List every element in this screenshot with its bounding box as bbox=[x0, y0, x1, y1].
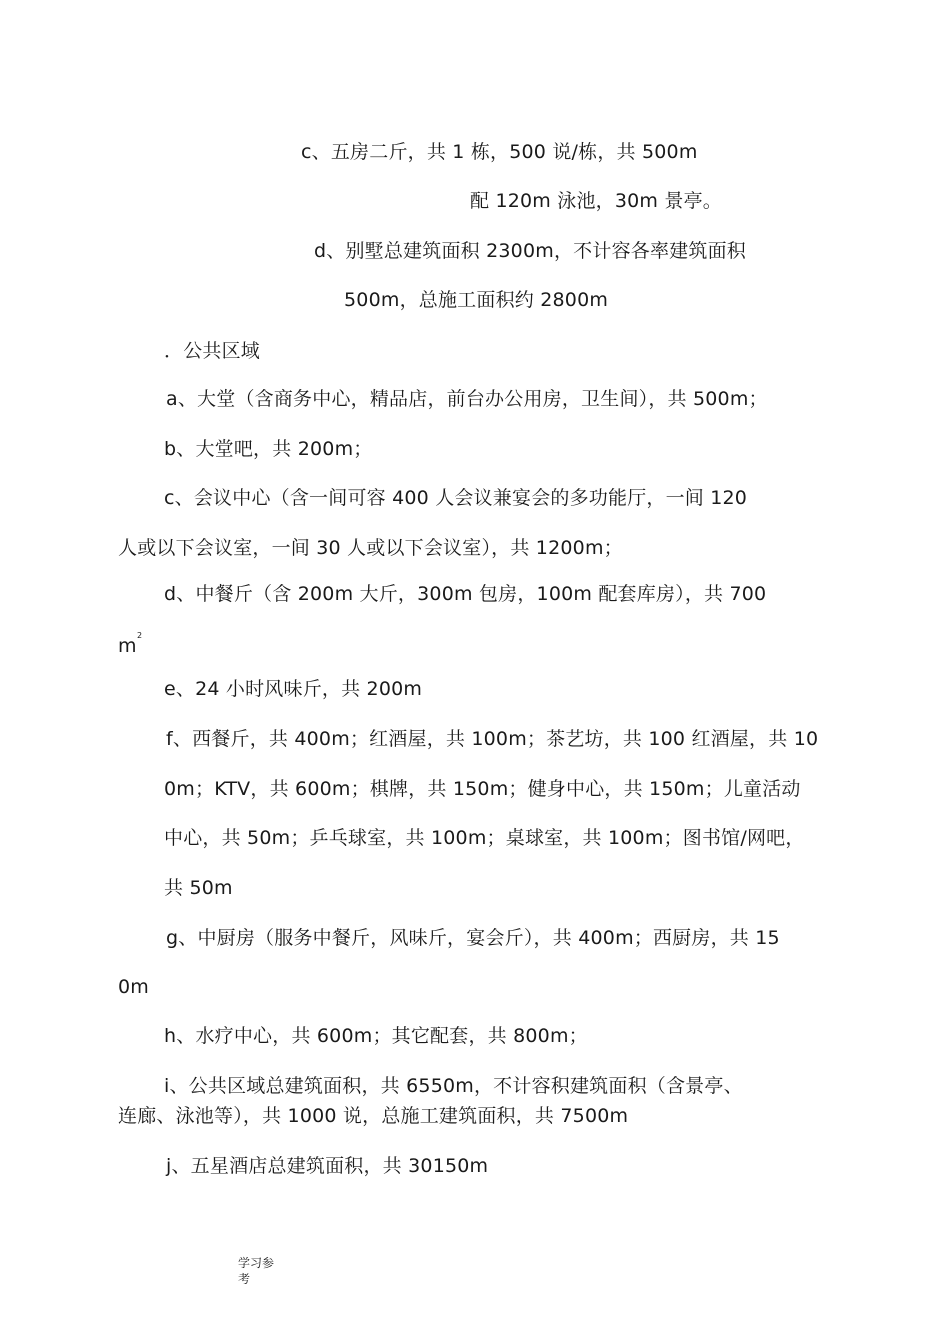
text-line-i: i、公共区域总建筑面积，共 6550m，不计容积建筑面积（含景亭、 bbox=[164, 1075, 743, 1097]
text-line-villa-d: d、别墅总建筑面积 2300m，不计容各率建筑面积 bbox=[314, 240, 746, 262]
text-line-c-cont: 人或以下会议室，一间 30 人或以下会议室），共 1200m； bbox=[118, 537, 623, 559]
text-line-c: c、会议中心（含一间可容 400 人会议兼宴会的多功能厅，一间 120 bbox=[164, 487, 748, 509]
text-line-villa-d-cont: 500m，总施工面积约 2800m bbox=[344, 289, 609, 311]
text-line-f-cont-2: 中心，共 50m；乒乓球室，共 100m；桌球室，共 100m；图书馆/网吧， bbox=[164, 827, 805, 849]
text-line-g: g、中厨房（服务中餐斤，风味斤，宴会斤），共 400m；西厨房，共 15 bbox=[166, 927, 780, 949]
text-line-d: d、中餐斤（含 200m 大斤，300m 包房，100m 配套库房），共 700 bbox=[164, 583, 767, 605]
text-line-a: a、大堂（含商务中心，精品店，前台办公用房，卫生间），共 500m； bbox=[166, 388, 768, 410]
footer-text-line-1: 学习参 bbox=[238, 1256, 275, 1270]
section-heading-public-area: ．公共区域 bbox=[164, 340, 261, 362]
text-line-g-cont: 0m bbox=[118, 976, 149, 998]
text-line-e: e、24 小时风味斤，共 200m bbox=[164, 678, 423, 700]
text-line-j: j、五星酒店总建筑面积，共 30150m bbox=[166, 1155, 489, 1177]
text-line-f: f、西餐斤，共 400m；红酒屋，共 100m；茶艺坊，共 100 红酒屋，共 10 bbox=[166, 728, 819, 750]
text-line-f-cont-3: 共 50m bbox=[164, 877, 233, 899]
text-line-h: h、水疗中心，共 600m；其它配套，共 800m； bbox=[164, 1025, 588, 1047]
superscript-two: 2 bbox=[137, 631, 143, 640]
text-line-i-cont: 连廊、泳池等），共 1000 说，总施工建筑面积，共 7500m bbox=[118, 1105, 629, 1127]
text-line-f-cont-1: 0m；KTV，共 600m；棋牌，共 150m；健身中心，共 150m；儿童活动 bbox=[164, 778, 801, 800]
text-line-villa-c: c、五房二斤，共 1 栋，500 说/栋，共 500m bbox=[301, 141, 698, 163]
text-line-villa-c-pool: 配 120m 泳池，30m 景亭。 bbox=[470, 190, 722, 212]
text-line-b: b、大堂吧，共 200m； bbox=[164, 438, 373, 460]
text-line-d-cont: m bbox=[118, 635, 137, 657]
footer-text-line-2: 考 bbox=[238, 1272, 251, 1286]
